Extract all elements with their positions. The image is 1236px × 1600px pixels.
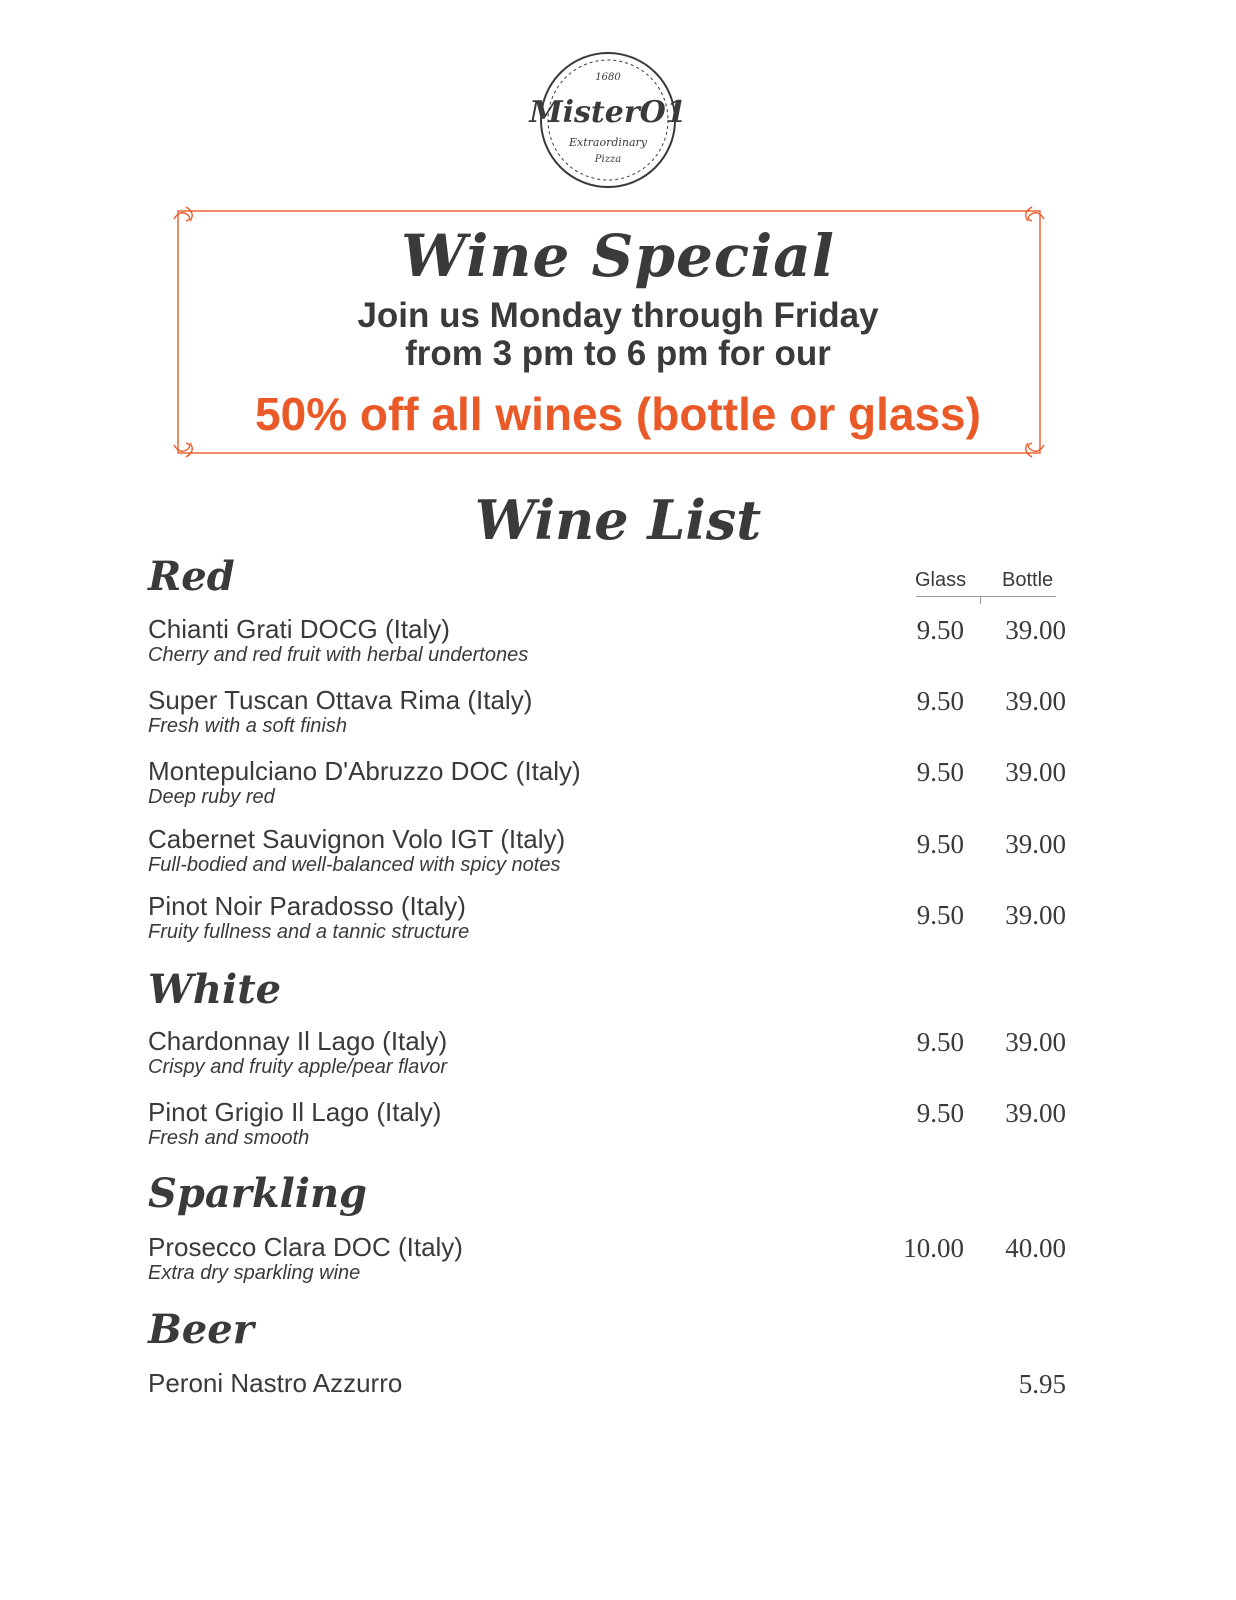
bottle-price: 39.00	[1005, 615, 1066, 645]
wine-description: Fruity fullness and a tannic structure	[148, 921, 470, 943]
wine-description: Fresh with a soft finish	[148, 715, 347, 737]
logo-year: 1680	[595, 72, 621, 83]
list-item	[148, 1097, 1088, 1157]
wine-description: Fresh and smooth	[148, 1127, 310, 1149]
logo-name: MisterO1	[529, 95, 687, 130]
section-sparkling-title: Sparkling	[148, 1170, 368, 1217]
list-item	[148, 1368, 1088, 1428]
special-line-1: Join us Monday through Friday	[357, 296, 879, 335]
list-item	[148, 614, 1088, 674]
logo-tagline-pizza: Pizza	[594, 154, 622, 165]
bottle-column-header: Bottle	[1002, 569, 1054, 591]
wine-special-title: Wine Special	[401, 222, 835, 290]
wine-description: Cherry and red fruit with herbal undertones	[148, 644, 529, 666]
bottle-price: 40.00	[1005, 1233, 1066, 1263]
wine-name: Cabernet Sauvignon Volo IGT (Italy)	[148, 824, 566, 854]
special-line-2: from 3 pm to 6 pm for our	[405, 334, 831, 373]
beer-price: 5.95	[1018, 1369, 1066, 1399]
special-offer: 50% off all wines (bottle or glass)	[255, 388, 981, 440]
wine-name: Super Tuscan Ottava Rima (Italy)	[148, 685, 533, 715]
glass-column-header: Glass	[915, 569, 967, 591]
glass-price: 9.50	[916, 900, 964, 930]
bottle-price: 39.00	[1005, 757, 1066, 787]
column-header-tick	[980, 596, 981, 604]
list-item	[148, 756, 1088, 816]
wine-description: Extra dry sparkling wine	[148, 1262, 361, 1284]
wine-name: Chardonnay Il Lago (Italy)	[148, 1026, 448, 1056]
bottle-price: 39.00	[1005, 1027, 1066, 1057]
list-item	[148, 1232, 1088, 1292]
glass-price: 9.50	[916, 1027, 964, 1057]
bottle-price: 39.00	[1005, 686, 1066, 716]
section-beer-title: Beer	[148, 1306, 254, 1353]
bottle-price: 39.00	[1005, 1098, 1066, 1128]
list-item	[148, 891, 1088, 951]
wine-description: Full-bodied and well-balanced with spicy notes	[148, 854, 561, 876]
wine-name: Prosecco Clara DOC (Italy)	[148, 1232, 463, 1262]
glass-price: 9.50	[916, 757, 964, 787]
glass-price: 10.00	[903, 1233, 964, 1263]
mister-o1-logo	[529, 50, 687, 190]
list-item	[148, 685, 1088, 745]
bottle-price: 39.00	[1005, 900, 1066, 930]
bottle-price: 39.00	[1005, 829, 1066, 859]
section-white-title: White	[148, 966, 282, 1013]
section-red-title: Red	[148, 553, 235, 600]
wine-name: Chianti Grati DOCG (Italy)	[148, 614, 450, 644]
wine-name: Pinot Grigio Il Lago (Italy)	[148, 1097, 442, 1127]
glass-price: 9.50	[916, 1098, 964, 1128]
wine-description: Crispy and fruity apple/pear flavor	[148, 1056, 448, 1078]
wine-list-title: Wine List	[474, 488, 762, 552]
logo-tagline: Extraordinary	[568, 136, 648, 149]
beer-name: Peroni Nastro Azzurro	[148, 1368, 403, 1398]
wine-description: Deep ruby red	[148, 786, 275, 808]
glass-price: 9.50	[916, 686, 964, 716]
list-item	[148, 1026, 1088, 1086]
glass-price: 9.50	[916, 615, 964, 645]
column-header-rule	[916, 596, 1056, 597]
list-item	[148, 824, 1088, 884]
wine-name: Montepulciano D'Abruzzo DOC (Italy)	[148, 756, 581, 786]
glass-price: 9.50	[916, 829, 964, 859]
wine-name: Pinot Noir Paradosso (Italy)	[148, 891, 466, 921]
